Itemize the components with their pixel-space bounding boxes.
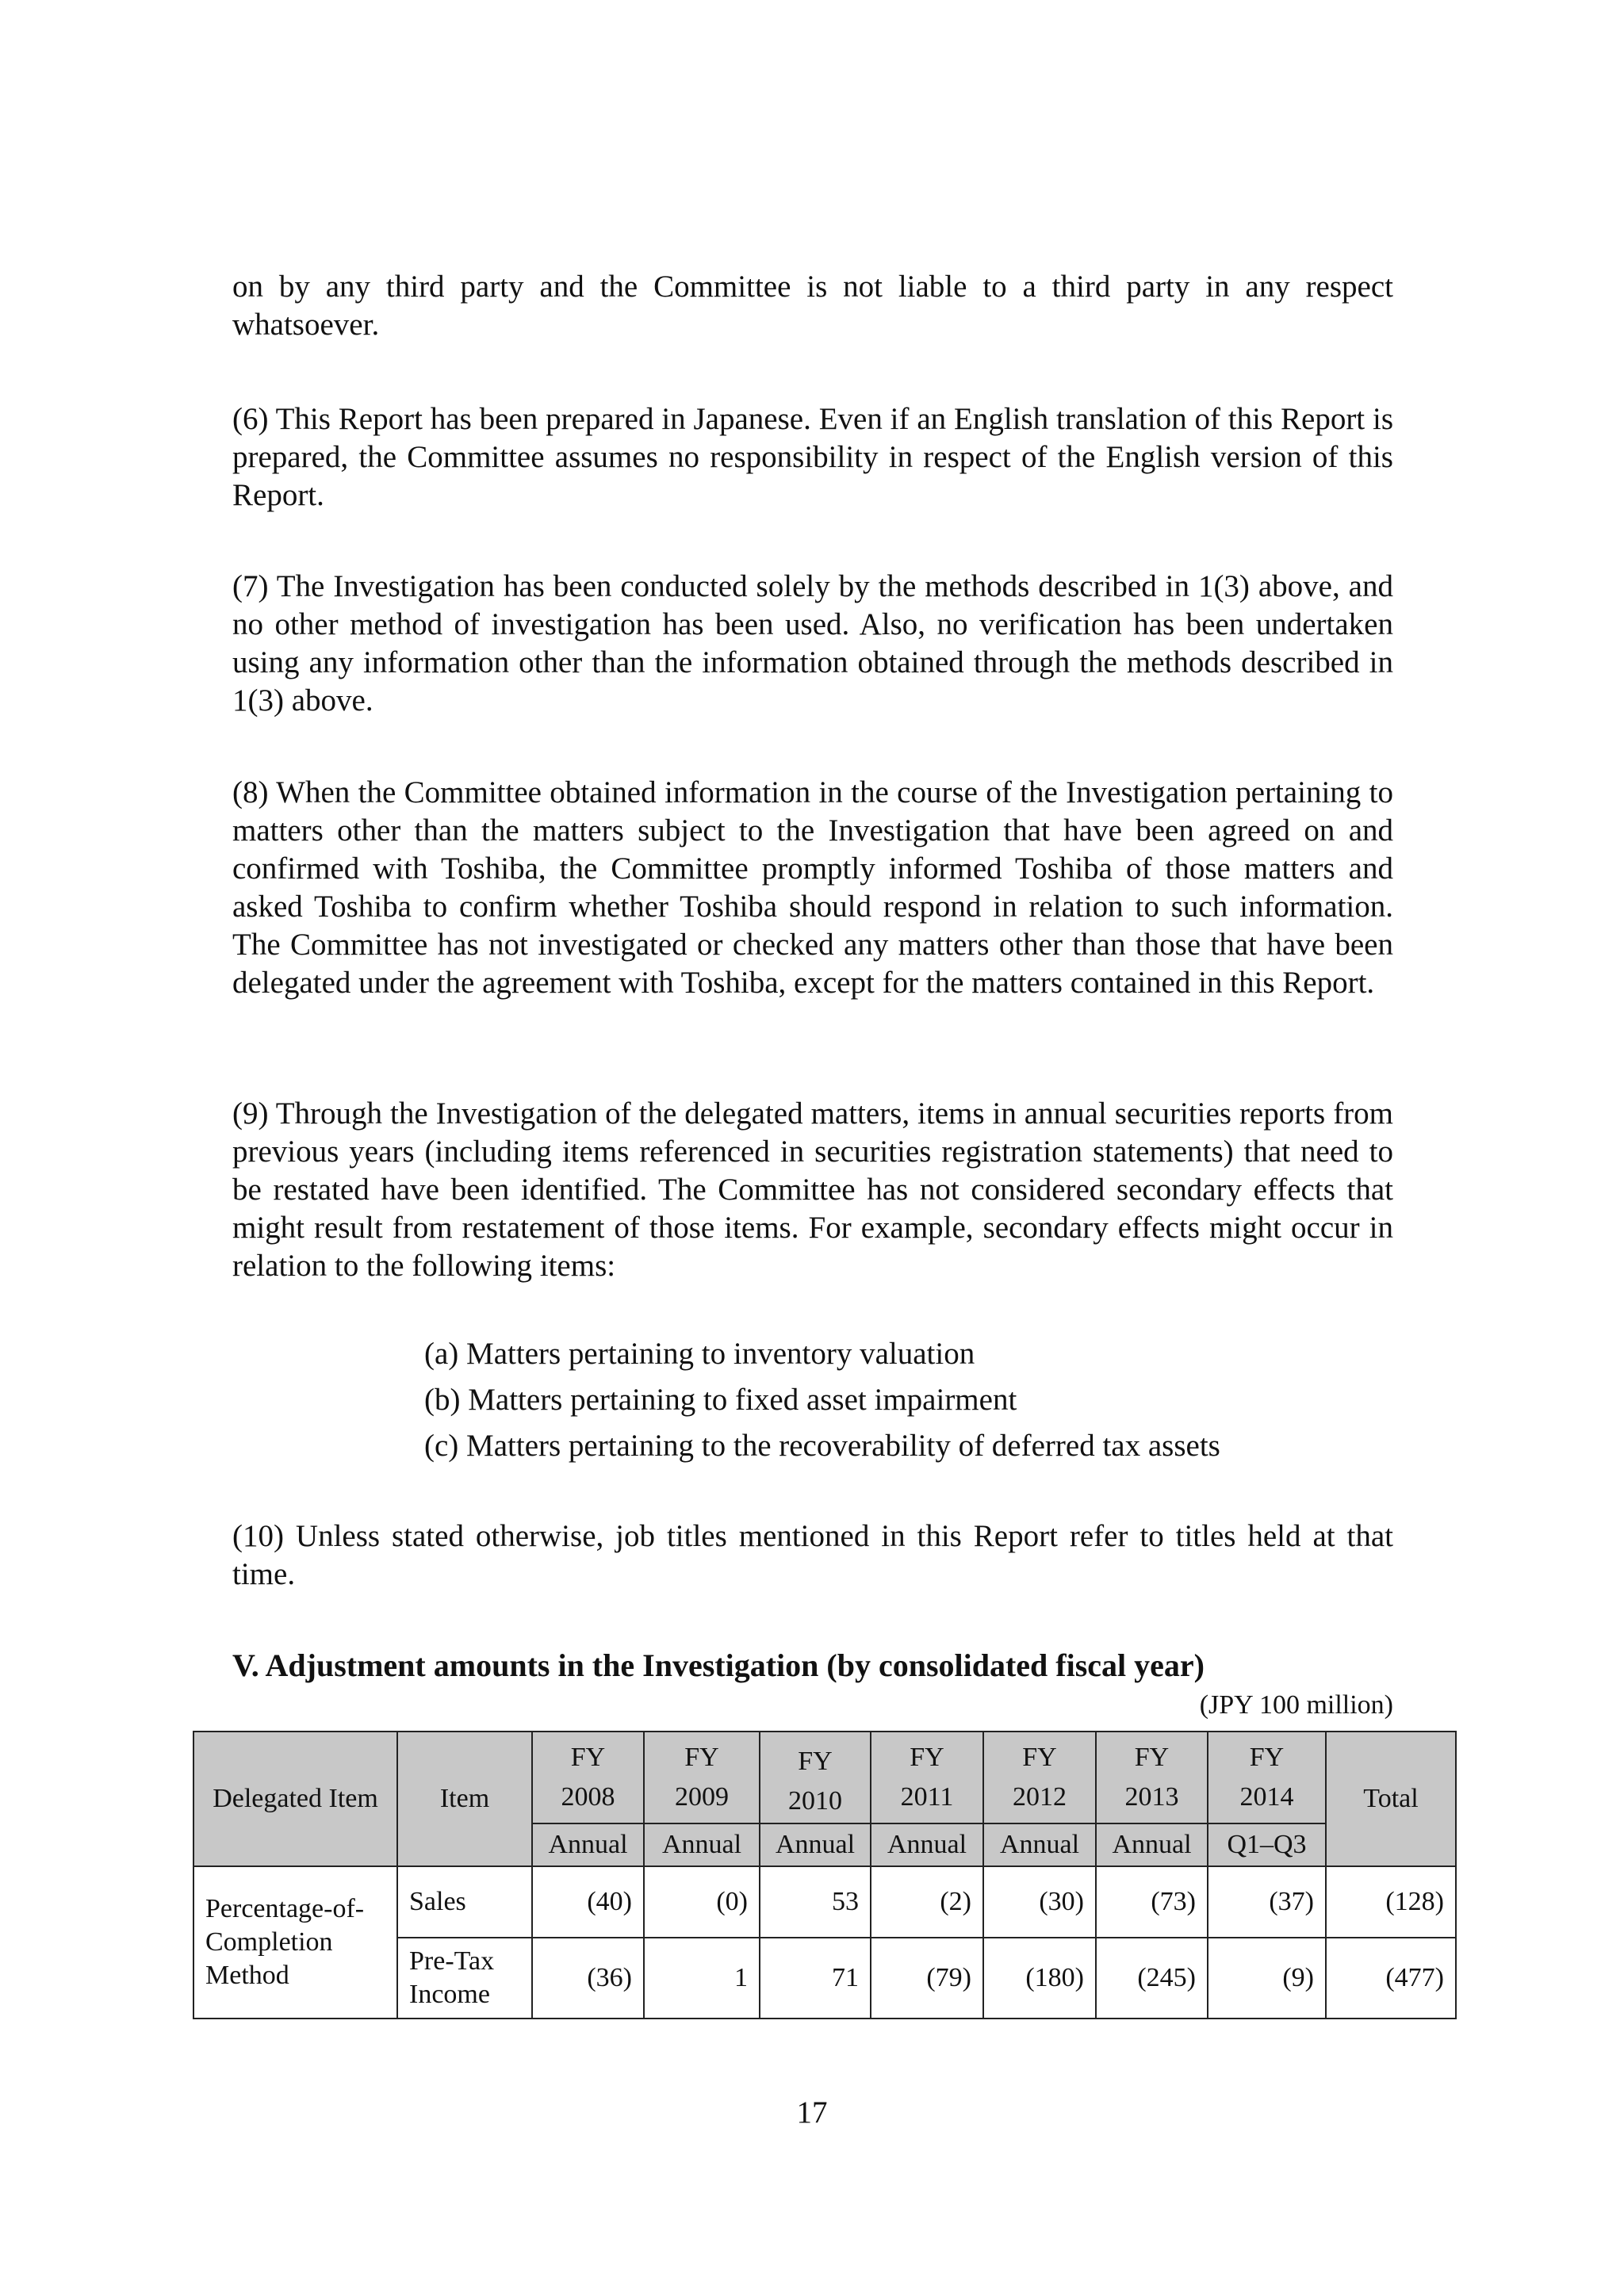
section-heading: V. Adjustment amounts in the Investigation (by consolidated fiscal year): [232, 1647, 1205, 1683]
list-item: (a) Matters pertaining to inventory valuation: [424, 1337, 975, 1371]
item-cell: Sales: [397, 1866, 532, 1938]
value-cell: (37): [1208, 1866, 1326, 1938]
value-cell: (9): [1208, 1938, 1326, 2019]
unit-note: (JPY 100 million): [1199, 1690, 1393, 1720]
value-cell: (40): [532, 1866, 644, 1938]
fy-year: 2013: [1124, 1782, 1179, 1812]
header-fy-2013: [1096, 1732, 1208, 1823]
value-cell: (73): [1096, 1866, 1208, 1938]
value-cell: 71: [760, 1938, 871, 2019]
fy-label: FY: [1249, 1743, 1285, 1772]
paragraph-8-text: (8) When the Committee obtained information in the course of the Investigation pertaining to matters other than the matters subject to the Investigation that have been agreed on and confirmed with Toshiba, the Committee promptly informed Toshiba of those matters and asked Toshiba to confirm whether Toshiba should respond in relation to such information. The Committee has not investigated or checked any matters other than those that have been delegated under the agreement with Toshiba, except for the matters contained in this Report.: [232, 775, 1393, 1000]
value-cell: (30): [983, 1866, 1096, 1938]
paragraph-10: [232, 1517, 1393, 1594]
fy-year: 2014: [1239, 1782, 1294, 1812]
total-cell: (128): [1326, 1866, 1456, 1938]
paragraph-6: [232, 400, 1393, 515]
fy-label: FY: [798, 1747, 833, 1776]
fy-label: FY: [684, 1743, 719, 1772]
value-cell: (36): [532, 1938, 644, 2019]
header-period: Annual: [532, 1823, 644, 1866]
value-cell: (0): [644, 1866, 760, 1938]
list-item: (b) Matters pertaining to fixed asset impairment: [424, 1383, 1017, 1417]
header-fy-2012: [983, 1732, 1096, 1823]
header-item: Item: [397, 1732, 532, 1866]
header-total: Total: [1326, 1732, 1456, 1866]
value-cell: (2): [871, 1866, 983, 1938]
header-period: Annual: [1096, 1823, 1208, 1866]
delegated-item-line: Completion: [205, 1927, 333, 1957]
item-line: Income: [409, 1980, 490, 2009]
paragraph-continuation: [232, 268, 1393, 344]
fy-year: 2009: [675, 1782, 729, 1812]
value-cell: (180): [983, 1938, 1096, 2019]
paragraph-9: [232, 1095, 1393, 1285]
header-period: Annual: [871, 1823, 983, 1866]
value-cell: (245): [1096, 1938, 1208, 2019]
paragraph-10-text: (10) Unless stated otherwise, job titles mentioned in this Report refer to titles held at that time.: [232, 1519, 1393, 1591]
value-cell: 1: [644, 1938, 760, 2019]
delegated-item-line: Method: [205, 1961, 289, 1990]
header-period: Q1–Q3: [1208, 1823, 1326, 1866]
adjustment-table: [193, 1731, 1457, 2019]
header-period: Annual: [760, 1823, 871, 1866]
paragraph-8: [232, 774, 1393, 1002]
header-fy-2011: [871, 1732, 983, 1823]
fy-label: FY: [1134, 1743, 1170, 1772]
header-fy-2014: [1208, 1732, 1326, 1823]
paragraph-7: [232, 568, 1393, 720]
fy-year: 2012: [1013, 1782, 1067, 1812]
paragraph-7-text: (7) The Investigation has been conducted solely by the methods described in 1(3) above, and no other method of investigation has been used. Also, no verification has been undertaken using any information other than the information obtained through the methods described in 1(3) above.: [232, 569, 1393, 718]
delegated-item-line: Percentage-of-: [205, 1894, 365, 1923]
header-period: Annual: [983, 1823, 1096, 1866]
fy-year: 2008: [561, 1782, 615, 1812]
paragraph-6-text: (6) This Report has been prepared in Japanese. Even if an English translation of this Report is prepared, the Committee assumes no responsibility in respect of the English version of this Report.: [232, 402, 1393, 512]
delegated-item-cell: [193, 1866, 397, 2019]
item-line: Pre-Tax: [409, 1946, 495, 1976]
item-cell: [397, 1938, 532, 2019]
fy-label: FY: [570, 1743, 606, 1772]
secondary-effects-list: [424, 1331, 1376, 1469]
header-period: Annual: [644, 1823, 760, 1866]
list-item: (c) Matters pertaining to the recoverability of deferred tax assets: [424, 1429, 1220, 1463]
fy-year: 2010: [788, 1786, 842, 1816]
value-cell: (79): [871, 1938, 983, 2019]
paragraph-continuation-text: on by any third party and the Committee is not liable to a third party in any respect whatsoever.: [232, 270, 1393, 342]
value-cell: 53: [760, 1866, 871, 1938]
table-header-row: [193, 1732, 1456, 1823]
page-number: 17: [796, 2095, 828, 2130]
header-fy-2009: [644, 1732, 760, 1823]
header-fy-2008: [532, 1732, 644, 1823]
table-row: [193, 1866, 1456, 1938]
total-cell: (477): [1326, 1938, 1456, 2019]
paragraph-9-text: (9) Through the Investigation of the delegated matters, items in annual securities reports from previous years (including items referenced in securities registration statements) that need to be restated have been identified. The Committee has not considered secondary effects that might result from restatement of those items. For example, secondary effects might occur in relation to the following items:: [232, 1096, 1393, 1283]
header-fy-2010: [760, 1732, 871, 1823]
fy-label: FY: [1022, 1743, 1057, 1772]
fy-year: 2011: [900, 1782, 954, 1812]
fy-label: FY: [910, 1743, 944, 1772]
header-delegated-item: Delegated Item: [193, 1732, 397, 1866]
